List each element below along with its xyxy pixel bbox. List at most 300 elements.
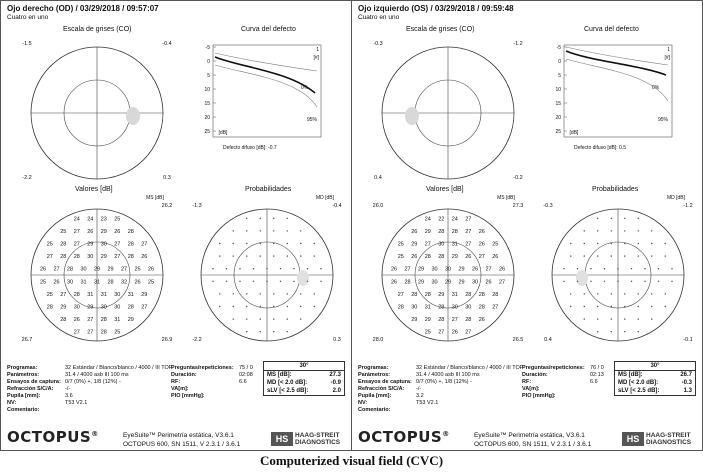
threshold-value: 26 <box>39 266 47 273</box>
threshold-value: 26 <box>390 266 398 273</box>
threshold-value: 28 <box>404 279 411 286</box>
probability-point <box>611 318 612 319</box>
probability-point <box>584 293 585 294</box>
threshold-value: 27 <box>120 266 128 273</box>
probability-point <box>638 218 639 219</box>
defect-curve-plot <box>550 37 690 157</box>
threshold-value: 28 <box>73 254 80 261</box>
curve-frame <box>213 45 321 137</box>
probability-point <box>287 243 288 244</box>
question-values <box>239 365 253 400</box>
threshold-value: 26 <box>411 228 418 235</box>
threshold-value: 29 <box>411 317 418 324</box>
probability-point <box>273 230 274 231</box>
threshold-value: 30 <box>100 304 107 311</box>
quadrant-value-tl: -0.3 <box>543 203 553 209</box>
threshold-value: 30 <box>87 254 94 261</box>
probability-point <box>644 268 645 269</box>
probability-point <box>273 318 274 319</box>
threshold-value: 31 <box>87 291 94 298</box>
threshold-value: 27 <box>438 329 445 336</box>
probability-point <box>239 281 240 282</box>
threshold-value: 31 <box>451 241 458 248</box>
curve-tick-label: 15 <box>204 101 210 107</box>
program-label: Programas: <box>7 365 38 371</box>
probability-point <box>570 306 571 307</box>
slv-label: sLV [< 2.5 dB]: <box>618 388 660 394</box>
threshold-value: 28 <box>465 291 472 298</box>
md-row <box>264 379 344 387</box>
threshold-value: 29 <box>60 304 67 311</box>
threshold-value: 27 <box>73 329 80 336</box>
probability-point <box>644 281 645 282</box>
threshold-value: 23 <box>100 216 107 223</box>
quadrant-value-tr: -0.4 <box>332 203 342 209</box>
threshold-value: 25 <box>39 279 47 286</box>
md-value: -0.3 <box>681 380 692 386</box>
threshold-value: 26 <box>471 266 479 273</box>
probability-point <box>246 243 247 244</box>
results-box <box>614 361 696 396</box>
probability-point <box>638 243 639 244</box>
curve-right-label-1: 1 <box>667 47 670 53</box>
probability-point <box>260 318 261 319</box>
probability-point <box>617 268 618 269</box>
probability-point <box>287 230 288 231</box>
probability-point <box>577 268 578 269</box>
curve-pct-95: 95% <box>307 117 318 123</box>
probability-point <box>604 281 605 282</box>
probability-point <box>226 268 227 269</box>
question-value: 6.6 <box>239 379 247 385</box>
curve-tick-label: 25 <box>204 129 210 135</box>
probability-point <box>300 293 301 294</box>
threshold-value: 27 <box>465 241 472 248</box>
threshold-value: 26 <box>411 254 418 261</box>
probability-point <box>219 293 220 294</box>
values-title: Valores [dB] <box>426 186 464 193</box>
probability-point <box>671 268 672 269</box>
threshold-value: 28 <box>438 254 445 261</box>
threshold-value: 31 <box>114 317 121 324</box>
gray-scale-title: Escala de grises (CO) <box>63 26 132 33</box>
threshold-value: 30 <box>451 304 458 311</box>
program-value: T53 V2.1 <box>416 400 439 406</box>
probability-point <box>631 268 632 269</box>
octopus-logo <box>358 428 450 446</box>
threshold-value: 27 <box>485 266 492 273</box>
question-labels <box>522 365 585 400</box>
program-value: 3.2 <box>416 393 424 399</box>
slv-value: 2.0 <box>332 388 341 394</box>
probability-point <box>570 255 571 256</box>
probability-point <box>280 281 281 282</box>
curve-tick-label: -5 <box>556 45 561 51</box>
question-value <box>239 386 253 393</box>
threshold-value: 31 <box>127 291 134 298</box>
probability-point <box>233 306 234 307</box>
probability-point <box>665 306 666 307</box>
threshold-value: 31 <box>451 291 458 298</box>
curve-db-label: [dB] <box>218 130 228 136</box>
probability-point <box>624 218 625 219</box>
blind-spot <box>405 107 419 125</box>
probability-point <box>233 255 234 256</box>
device-info: OCTOPUS 600, SN 1511, V 2.3.1 / 3.6.1 <box>123 441 241 448</box>
normal-lower-curve <box>566 59 668 101</box>
threshold-value: 27 <box>141 241 148 248</box>
threshold-value: 28 <box>424 254 431 261</box>
probability-point <box>570 243 571 244</box>
md-label: MD [< 2.0 dB]: <box>618 380 659 386</box>
threshold-value: 27 <box>478 254 485 261</box>
threshold-value: 30 <box>114 304 121 311</box>
probability-point <box>624 255 625 256</box>
probability-point <box>246 306 247 307</box>
probability-point <box>597 331 598 332</box>
curve-tick-label: 5 <box>558 73 561 79</box>
probability-point <box>570 293 571 294</box>
probability-point <box>260 331 261 332</box>
threshold-value: 29 <box>458 266 465 273</box>
threshold-value: 25 <box>114 216 121 223</box>
program-label: Parámetros: <box>358 372 391 378</box>
question-value: 6.6 <box>590 379 598 385</box>
curve-right-label-1: 1 <box>316 47 319 53</box>
program-value: 0/7 (0%) +, 1/8 (12%) - <box>65 379 121 385</box>
blind-spot <box>297 270 309 286</box>
threshold-value: 28 <box>73 291 80 298</box>
probability-point <box>219 306 220 307</box>
probability-point <box>300 255 301 256</box>
threshold-value: 27 <box>87 329 94 336</box>
report-title: Ojo derecho (OD) / 03/29/2018 / 09:57:07 <box>7 4 159 13</box>
quadrant-value-bl: -2.2 <box>22 175 32 181</box>
curve-tick-label: 10 <box>555 87 561 93</box>
probabilities-title: Probabilidades <box>245 186 292 193</box>
blind-spot <box>126 107 140 125</box>
question-value: 76 / 0 <box>590 365 604 371</box>
threshold-value: 29 <box>93 266 101 273</box>
curve-frame <box>564 45 672 137</box>
threshold-value: 27 <box>498 279 506 286</box>
probability-point <box>590 281 591 282</box>
probability-point <box>253 281 254 282</box>
threshold-value: 30 <box>471 279 479 286</box>
probability-point <box>260 255 261 256</box>
program-label: Ensayos de captura: <box>358 379 412 385</box>
probability-point <box>665 243 666 244</box>
threshold-value: 28 <box>127 304 134 311</box>
probability-point <box>584 306 585 307</box>
probability-point <box>239 268 240 269</box>
program-value: -/- <box>65 386 71 392</box>
probability-point <box>624 306 625 307</box>
probability-point <box>631 281 632 282</box>
threshold-value: 31 <box>424 304 431 311</box>
threshold-value: 29 <box>417 279 425 286</box>
threshold-value: 30 <box>431 266 438 273</box>
threshold-value: 27 <box>424 241 431 248</box>
threshold-value: 25 <box>60 228 67 235</box>
threshold-value: 26 <box>492 254 499 261</box>
probability-point <box>651 255 652 256</box>
threshold-value: 29 <box>87 241 94 248</box>
quadrant-value-tl: -0.3 <box>373 41 383 47</box>
probability-point <box>287 331 288 332</box>
threshold-value: 25 <box>492 241 499 248</box>
threshold-value: 30 <box>465 304 472 311</box>
probability-point <box>260 293 261 294</box>
quadrant-value-tl: 26.0 <box>372 203 384 209</box>
probability-point <box>611 218 612 219</box>
probability-point <box>233 230 234 231</box>
probability-point <box>658 268 659 269</box>
probability-point <box>563 268 564 269</box>
program-labels <box>7 365 61 407</box>
probability-point <box>638 318 639 319</box>
threshold-value: 30 <box>80 266 87 273</box>
probability-point <box>287 218 288 219</box>
threshold-value: 22 <box>438 216 445 223</box>
probability-point <box>624 318 625 319</box>
probability-point <box>597 293 598 294</box>
threshold-value: 26 <box>134 279 141 286</box>
probability-point <box>273 218 274 219</box>
threshold-value: 30 <box>114 291 121 298</box>
program-label: NV: <box>7 400 17 406</box>
question-label: VA[m]: <box>171 386 189 392</box>
threshold-value: 26 <box>478 317 485 324</box>
probability-point <box>307 268 308 269</box>
threshold-value: 27 <box>404 266 411 273</box>
quadrant-value-br: -0.1 <box>683 337 693 343</box>
threshold-value: 28 <box>451 228 458 235</box>
probability-point <box>300 230 301 231</box>
probability-point <box>212 281 213 282</box>
results-header: 30° <box>615 362 695 371</box>
program-value: 32 Estándar / Blanco/blanco / 4000 / III TOP <box>416 365 524 371</box>
threshold-value: 26 <box>478 228 485 235</box>
curve-tick-label: 5 <box>207 73 210 79</box>
md-value: -0.9 <box>330 380 341 386</box>
probability-point <box>651 243 652 244</box>
md-row <box>615 379 695 387</box>
probabilities-title: Probabilidades <box>592 186 639 193</box>
probability-point <box>273 306 274 307</box>
program-value: 32 Estándar / Blanco/blanco / 4000 / III TOP <box>65 365 173 371</box>
question-value: 02:08 <box>239 372 253 378</box>
probability-point <box>584 318 585 319</box>
registered-mark: ® <box>442 430 450 438</box>
figure-caption: Computerized visual field (CVC) <box>259 453 444 468</box>
software-version: EyeSuite™ Perimetría estática, V3.6.1 <box>123 432 234 439</box>
hs-text <box>295 432 340 446</box>
threshold-value: 29 <box>141 291 148 298</box>
program-value: 3.6 <box>65 393 73 399</box>
probability-point <box>273 243 274 244</box>
probability-point <box>314 243 315 244</box>
report-right-eye <box>0 0 352 451</box>
threshold-value: 28 <box>66 266 74 273</box>
threshold-value: 26 <box>465 254 472 261</box>
probability-point <box>253 268 254 269</box>
curve-tick-label: 25 <box>555 129 561 135</box>
probability-point <box>287 293 288 294</box>
threshold-value: 26 <box>141 254 148 261</box>
threshold-value: 25 <box>147 279 155 286</box>
threshold-value: 30 <box>438 241 445 248</box>
software-version: EyeSuite™ Perimetría estática, V3.6.1 <box>474 432 585 439</box>
probability-point <box>563 281 564 282</box>
threshold-value: 28 <box>411 291 418 298</box>
curve-tick-label: 20 <box>555 115 561 121</box>
question-value <box>590 393 604 400</box>
threshold-value: 27 <box>465 216 472 223</box>
threshold-value: 28 <box>438 228 445 235</box>
quadrant-value-bl: 26.7 <box>21 337 33 343</box>
probability-point <box>624 293 625 294</box>
hs-line-2: DIAGNOSTICS <box>295 439 341 446</box>
comment-label: Comentario: <box>7 407 40 413</box>
probability-point <box>246 293 247 294</box>
probability-point <box>314 306 315 307</box>
probability-point <box>320 281 321 282</box>
probability-point <box>597 243 598 244</box>
probability-point <box>287 318 288 319</box>
threshold-value: 32 <box>120 279 128 286</box>
probability-point <box>577 281 578 282</box>
probability-point <box>611 306 612 307</box>
threshold-value: 27 <box>114 241 121 248</box>
probability-point <box>665 255 666 256</box>
threshold-value: 26 <box>485 279 492 286</box>
probability-point <box>597 255 598 256</box>
quadrant-value-tr: -1.2 <box>513 41 523 47</box>
threshold-value: 27 <box>141 304 148 311</box>
probability-point <box>260 306 261 307</box>
haag-streit-logo <box>622 432 691 446</box>
program-label: NV: <box>358 400 368 406</box>
program-label: Pupila [mm]: <box>358 393 392 399</box>
threshold-value: 28 <box>478 304 485 311</box>
quadrant-value-tr: 27.3 <box>512 203 524 209</box>
threshold-value: 28 <box>100 317 107 324</box>
defect-curve-title: Curva del defecto <box>241 26 296 33</box>
threshold-value: 24 <box>87 216 94 223</box>
question-value <box>239 393 253 400</box>
probability-point <box>293 268 294 269</box>
curve-db-label: [dB] <box>569 130 579 136</box>
hs-text <box>646 432 691 446</box>
probability-point <box>293 281 294 282</box>
threshold-value: 28 <box>127 254 134 261</box>
patient-defect-curve <box>215 57 315 93</box>
threshold-value: 29 <box>424 317 431 324</box>
program-value: 31.4 / 4000 asb III 100 ms <box>416 372 480 378</box>
threshold-value: 27 <box>492 304 499 311</box>
probability-point <box>651 293 652 294</box>
probability-point <box>611 230 612 231</box>
quadrant-value-br: 0.3 <box>333 337 341 343</box>
probability-point <box>314 293 315 294</box>
question-label: PIO [mmHg]: <box>522 393 556 399</box>
md-label: MD [< 2.0 dB]: <box>267 380 308 386</box>
threshold-value: 24 <box>424 216 431 223</box>
probability-point <box>671 281 672 282</box>
probability-point <box>624 230 625 231</box>
report-subtitle: Cuatro en uno <box>7 14 49 21</box>
probability-point <box>638 331 639 332</box>
threshold-value: 28 <box>424 291 431 298</box>
haag-streit-logo <box>271 432 340 446</box>
hs-mark: HS <box>271 432 293 446</box>
quadrant-value-tl: -1.3 <box>192 203 202 209</box>
threshold-value: 26 <box>73 317 80 324</box>
program-label: Refracción S/C/A: <box>358 386 405 392</box>
threshold-value: 27 <box>397 291 404 298</box>
ms-value: 27.3 <box>329 372 341 378</box>
md-db-label: MD [dB] <box>315 195 335 201</box>
threshold-value: 28 <box>438 304 445 311</box>
ms-row <box>615 371 695 379</box>
probability-point <box>233 243 234 244</box>
hs-line-1: HAAG-STREIT <box>646 432 691 439</box>
program-label: Programas: <box>358 365 389 371</box>
ms-db-label: MS [dB] <box>146 195 164 201</box>
program-label: Parámetros: <box>7 372 40 378</box>
curve-pct-0: 0% <box>301 85 309 91</box>
probability-point <box>246 331 247 332</box>
threshold-value: 28 <box>438 317 445 324</box>
threshold-value: 28 <box>107 279 114 286</box>
quadrant-value-br: 0.3 <box>163 175 171 181</box>
probability-point <box>314 255 315 256</box>
probability-point <box>266 281 267 282</box>
threshold-value: 29 <box>417 266 425 273</box>
curve-right-label-2: [#] <box>664 55 670 61</box>
curve-tick-label: 0 <box>558 59 561 65</box>
probability-point <box>611 293 612 294</box>
gray-plot <box>15 31 180 196</box>
quadrant-value-tr: -0.4 <box>162 41 172 47</box>
probability-point <box>273 255 274 256</box>
probability-point <box>219 255 220 256</box>
octopus-logo <box>7 428 99 446</box>
defect-curve-plot <box>199 37 339 157</box>
threshold-value: 27 <box>53 266 60 273</box>
threshold-value: 29 <box>100 228 107 235</box>
threshold-value: 25 <box>46 291 53 298</box>
probability-point <box>287 306 288 307</box>
prob-plot <box>536 193 701 358</box>
threshold-value: 26 <box>53 279 60 286</box>
ms-db-label: MS [dB] <box>497 195 515 201</box>
diffuse-defect-label: Defecto difuso [dB]: 0.5 <box>574 145 626 151</box>
probability-point <box>638 306 639 307</box>
quadrant-value-br: 26.5 <box>512 337 524 343</box>
ms-row <box>264 371 344 379</box>
probability-point <box>300 243 301 244</box>
program-values <box>65 365 172 407</box>
curve-pct-95: 95% <box>658 117 669 123</box>
slv-row <box>615 387 695 395</box>
octopus-logo-text: OCTOPUS <box>7 428 92 446</box>
threshold-value: 30 <box>100 241 107 248</box>
question-label: RF: <box>522 379 532 385</box>
question-label: Duración: <box>522 372 548 378</box>
question-value: 75 / 0 <box>239 365 253 371</box>
